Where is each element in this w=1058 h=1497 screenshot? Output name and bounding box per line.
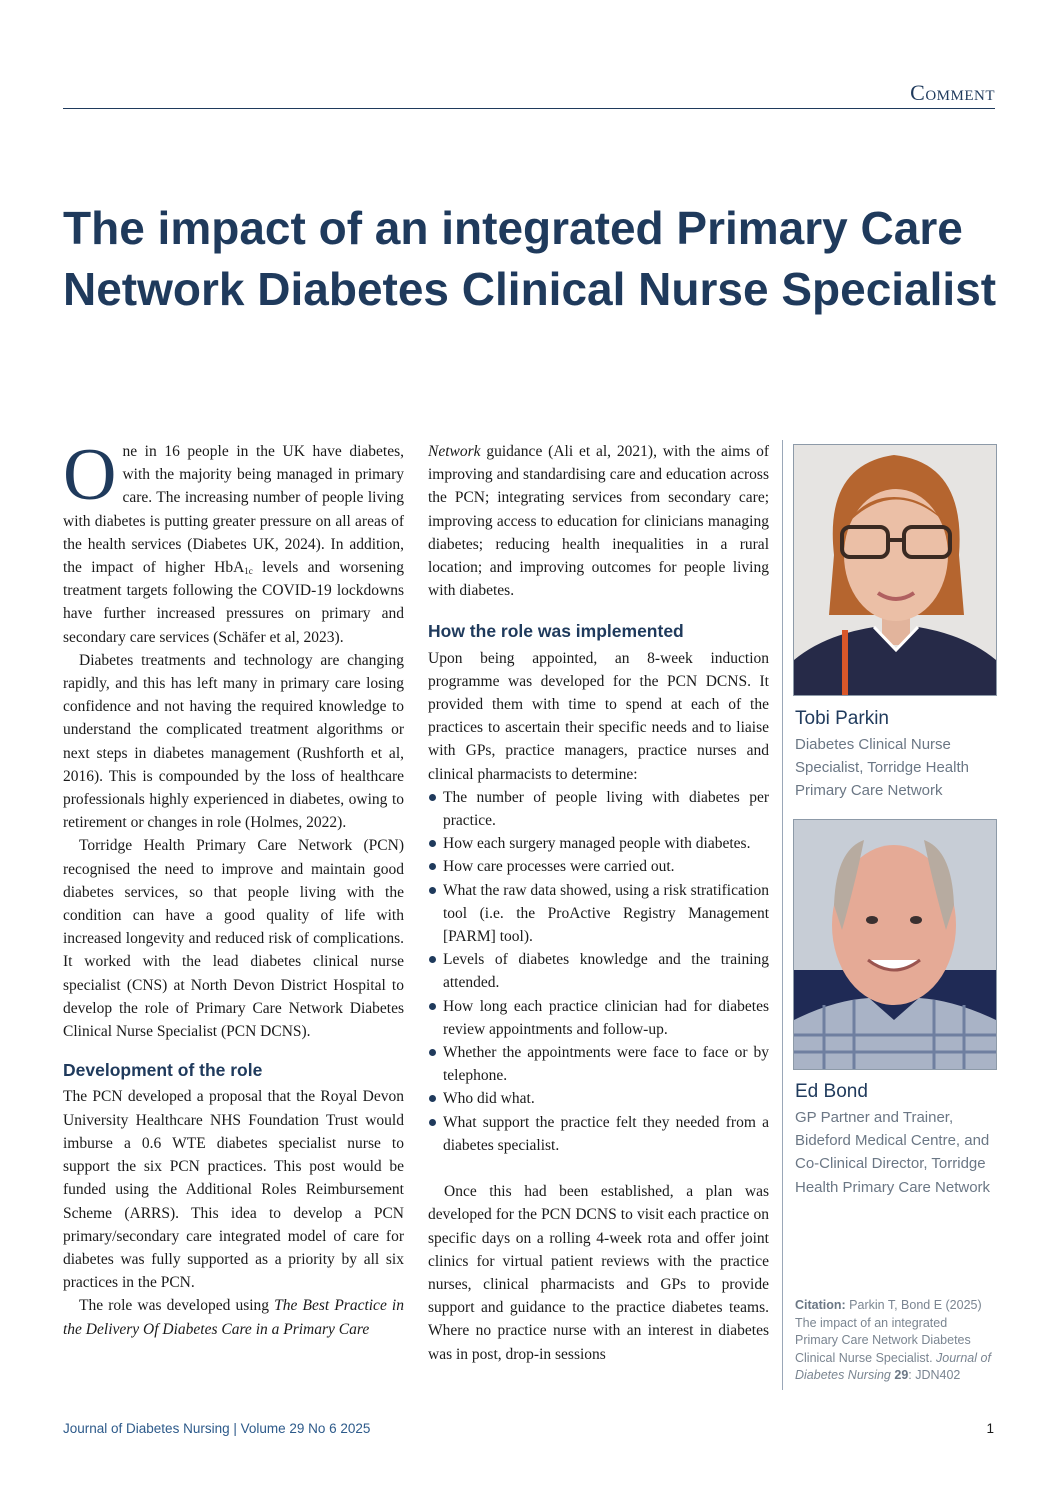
author-role: GP Partner and Trainer, Bideford Medical Centre, and Co-Clinical Director, Torridge Health Primary Care Network (795, 1109, 991, 1196)
footer-journal: Journal of Diabetes Nursing | Volume 29 No 6 2025 (63, 1421, 371, 1436)
list-item: How care processes were carried out. (428, 855, 769, 878)
list-item: What the raw data showed, using a risk stratification tool (i.e. the ProActive Registry Management [PARM] tool). (428, 879, 769, 949)
paragraph: Once this had been established, a plan was developed for the PCN DCNS to visit each practice on specific days on a rolling 4-week rota and offer joint clinics for virtual patient reviews with the practice nurses, clinical pharmacists and GPs to provide support and guidance to the practice diabetes teams. Where no practice nurse with an interest in diabetes was in post, drop-in sessions (428, 1183, 769, 1363)
author-photo-tobi-parkin (793, 444, 997, 696)
citation: Citation: Parkin T, Bond E (2025) The impact of an integrated Primary Care Network Diabetes Clinical Nurse Specialist. Journal of Diabetes Nursing 29: JDN402 (795, 1298, 991, 1382)
paragraph: Diabetes treatments and technology are changing rapidly, and this has left many in primary care losing confidence and not having the required knowledge to understand the complicated treatment algorithms or next steps in diabetes management (Rushforth et al, 2016). This is compounded by the loss of healthcare professionals highly experienced in diabetes, owing to retirement or changes in role (Holmes, 2022). (63, 651, 404, 832)
list-item: Whether the appointments were face to face or by telephone. (428, 1041, 769, 1087)
spacer (428, 1157, 769, 1180)
author-role: Diabetes Clinical Nurse Specialist, Torridge Health Primary Care Network (795, 736, 969, 800)
article-title: The impact of an integrated Primary Care Network Diabetes Clinical Nurse Specialist (63, 202, 997, 315)
list-item: How long each practice clinician had for diabetes review appointments and follow-up. (428, 995, 769, 1041)
paragraph: Torridge Health Primary Care Network (PCN) recognised the need to improve and maintain good diabetes services, so that people living with the condition can have a good quality of life with increased longevity and reduced risk of complications. It worked with the lead diabetes clinical nurse specialist (CNS) at North Devon District Hospital to develop the role of Primary Care Network Diabetes Clinical Nurse Specialist (PCN DCNS). (63, 837, 404, 1041)
author-name: Tobi Parkin (795, 708, 889, 729)
page-number: 1 (986, 1421, 994, 1436)
list-item: Levels of diabetes knowledge and the training attended. (428, 948, 769, 994)
bullet-list (428, 786, 769, 1157)
list-item: Who did what. (428, 1087, 769, 1110)
author-name: Ed Bond (795, 1081, 868, 1102)
section-heading: Development of the role (63, 1060, 263, 1081)
section-heading: How the role was implemented (428, 621, 684, 642)
column-2 (428, 440, 769, 1366)
paragraph: The PCN developed a proposal that the Royal Devon University Healthcare NHS Foundation Trust would imburse a 0.6 WTE diabetes specialist nurse to support the six PCN practices. This post would be funded using the Additional Roles Reimbursement Scheme (ARRS). This idea to develop a PCN primary/secondary care integrated model of care for diabetes was fully supported as a priority by all six practices in the PCN. (63, 1088, 404, 1292)
list-item: How each surgery managed people with diabetes. (428, 832, 769, 855)
author-photo-ed-bond (793, 819, 997, 1070)
header-rule (63, 108, 995, 109)
column-1 (63, 434, 404, 1341)
paragraph: Network guidance (Ali et al, 2021), with the aims of improving and standardising care and education across the PCN; integrating services from secondary care; improving access to education for clinicians managing diabetes; reducing health inequalities in a rural location; and improving outcomes for people living with diabetes. (428, 443, 769, 600)
section-label: Comment (910, 80, 995, 105)
column-divider (782, 440, 783, 1390)
paragraph: Upon being appointed, an 8-week induction programme was developed for the PCN DCNS. It provided them with time to spend at each of the practices to ascertain their specific needs and to liaise with GPs, practice managers, practice nurses and clinical pharmacists to determine: (428, 649, 769, 783)
intro-paragraph: One in 16 people in the UK have diabetes, with the majority being managed in primary care. The increasing number of people living with diabetes is putting greater pressure on all areas of the health services (Diabetes UK, 2024). In addition, the impact of higher HbA$_{1c}$ levels and worsening treatment targets following the COVID-19 lockdowns have further increased pressures on primary and secondary care services (Schäfer et al, 2023). (63, 434, 404, 646)
list-item: What support the practice felt they needed from a diabetes specialist. (428, 1111, 769, 1157)
list-item: The number of people living with diabetes per practice. (428, 786, 769, 832)
paragraph: The role was developed using The Best Practice in the Delivery Of Diabetes Care in a Primary Care (63, 1297, 404, 1338)
drop-cap: O (63, 434, 117, 516)
